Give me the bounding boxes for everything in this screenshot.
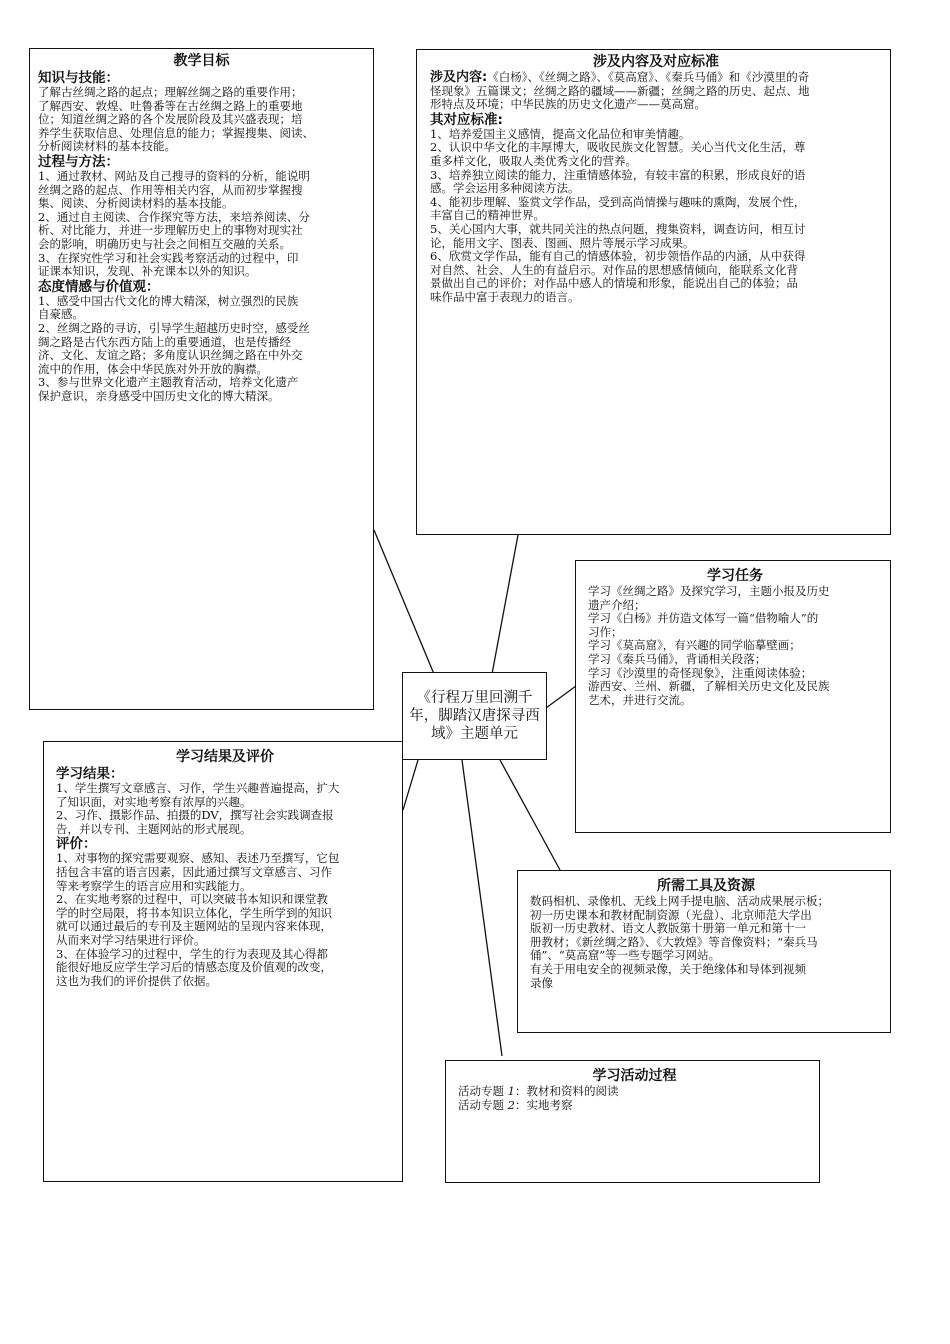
activity-item bbox=[458, 1085, 811, 1099]
attitude-line: 保护意识，亲身感受中国历史文化的博大精深。 bbox=[38, 388, 280, 403]
evaluation-line: 括包含丰富的语言因素，因此通过撰写文章感言、习作 bbox=[56, 864, 332, 879]
standards-line: 5、关心国内大事，就共同关注的热点问题，搜集资料，调查访问，相互讨 bbox=[430, 221, 806, 236]
process-line: 集、阅读、分析阅读材料的基本技能。 bbox=[38, 196, 234, 211]
tasks-title: 学习任务 bbox=[707, 568, 763, 584]
objectives-title: 教学目标 bbox=[173, 53, 230, 69]
task-line: 游西安、兰州、新疆，了解相关历史文化及民族 bbox=[588, 679, 830, 694]
standards-line: 6、欣赏文学作品，能有自己的情感体验，初步领悟作品的内涵，从中获得 bbox=[430, 249, 806, 264]
connector-to-tools bbox=[500, 760, 560, 870]
evaluation-line: 学的时空局限，将书本知识立体化，学生所学到的知识 bbox=[56, 905, 332, 920]
standards-line: 景做出自己的评价；对作品中感人的情境和形象，能说出自己的体验；品 bbox=[430, 276, 798, 291]
attitude-line: 2、丝绸之路的寻访，引导学生超越历史时空，感受丝 bbox=[38, 320, 310, 335]
results-line: 2、习作、摄影作品、拍摄的DV，撰写社会实践调查报 bbox=[56, 808, 334, 823]
evaluation-heading: 评价： bbox=[56, 836, 97, 853]
results-box bbox=[43, 741, 403, 1182]
results-line: 告，并以专刊、主题网站的形式展现。 bbox=[56, 821, 252, 836]
standards-line: 对自然、社会、人生的有益启示。对作品的思想感情倾向，能联系文化背 bbox=[430, 262, 798, 277]
evaluation-line: 2、在实地考察的过程中，可以突破书本知识和课堂教 bbox=[56, 892, 328, 907]
process-line: 析、对比能力，并进一步理解历史上的事物对现实社 bbox=[38, 223, 303, 238]
activity-number: 2 bbox=[507, 1097, 515, 1112]
task-line: 习作； bbox=[588, 624, 623, 639]
evaluation-line: 等来考察学生的语言应用和实践能力。 bbox=[56, 878, 252, 893]
center-topic-title: 《行程万里回溯千年，脚踏汉唐探寻西域》主题单元 bbox=[409, 690, 540, 742]
process-heading: 过程与方法： bbox=[38, 153, 119, 170]
process-line: 会的影响，明确历史与社会之间相互交融的关系。 bbox=[38, 236, 291, 251]
knowledge-heading: 知识与技能： bbox=[38, 70, 119, 86]
content-box bbox=[416, 49, 891, 535]
activity-text: ：教材和资料的阅读 bbox=[514, 1084, 619, 1098]
tools-title: 所需工具及资源 bbox=[657, 878, 755, 894]
standards-line: 1、培养爱国主义感情，提高文化品位和审美情趣。 bbox=[430, 126, 691, 141]
task-line: 学习《莫高窟》，有兴趣的同学临摹壁画； bbox=[588, 638, 801, 653]
involved-line: 《白杨》、《丝绸之路》、《莫高窟》、《秦兵马俑》和《沙漠里的奇 bbox=[487, 70, 810, 84]
standards-line: 味作品中富于表现力的语言。 bbox=[430, 289, 580, 304]
task-line: 学习《秦兵马俑》，背诵相关段落； bbox=[588, 651, 767, 666]
standards-line: 丰富自己的精神世界。 bbox=[430, 208, 545, 223]
tools-line: 录像 bbox=[530, 975, 553, 990]
standards-line: 4、能初步理解、鉴赏文学作品，受到高尚情操与趣味的熏陶，发展个性， bbox=[430, 194, 806, 209]
standards-line: 3、培养独立阅读的能力，注重情感体验，有较丰富的积累，形成良好的语 bbox=[430, 167, 806, 182]
connector-to-content bbox=[492, 535, 518, 674]
process-line: 3、在探究性学习和社会实践考察活动的过程中，印 bbox=[38, 250, 299, 265]
activity-item bbox=[458, 1099, 811, 1113]
knowledge-line: 了解西安、敦煌、吐鲁番等在古丝绸之路上的重要地 bbox=[38, 98, 303, 113]
tools-line: 初一历史课本和教材配制资源（光盘）、北京师范大学出 bbox=[530, 907, 812, 922]
tools-line: 俑”、“莫高窟”等一些专题学习网站。 bbox=[530, 948, 721, 963]
task-line: 艺术，并进行交流。 bbox=[588, 692, 692, 707]
connector-to-results bbox=[403, 760, 418, 810]
connector-to-activities bbox=[462, 760, 502, 1056]
attitude-line: 1、感受中国古代文化的博大精深，树立强烈的民族 bbox=[38, 293, 299, 308]
attitude-line: 流中的作用，体会中华民族对外开放的胸襟。 bbox=[38, 361, 268, 376]
activity-number: 1 bbox=[507, 1084, 515, 1098]
involved-line: 怪现象》五篇课文；丝绸之路的疆域——新疆；丝绸之路的历史、起点、地 bbox=[430, 83, 810, 98]
involved-label: 涉及内容: bbox=[430, 70, 488, 85]
tools-line: 册教材；《新丝绸之路》、《大敦煌》等音像资料；“秦兵马 bbox=[530, 934, 818, 949]
attitude-line: 自豪感。 bbox=[38, 307, 84, 322]
evaluation-line: 这也为我们的评价提供了依据。 bbox=[56, 973, 217, 988]
evaluation-line: 3、在体验学习的过程中，学生的行为表现及其心得都 bbox=[56, 946, 328, 961]
evaluation-line: 能很好地反应学生学习后的情感态度及价值观的改变， bbox=[56, 960, 332, 975]
tools-line: 版初一历史教材、语文人教版第十册第一单元和第十一 bbox=[530, 921, 806, 936]
knowledge-line: 位；知道丝绸之路的各个发展阶段及其兴盛表现；培 bbox=[38, 112, 303, 127]
tools-line: 数码相机、录像机、无线上网手提电脑、活动成果展示板； bbox=[530, 894, 829, 908]
activity-label: 活动专题 bbox=[458, 1084, 508, 1098]
knowledge-line: 了解古丝绸之路的起点；理解丝绸之路的重要作用； bbox=[38, 85, 303, 99]
task-line: 遗产介绍； bbox=[588, 597, 646, 612]
results-line: 1、学生撰写文章感言、习作，学生兴趣普遍提高，扩大 bbox=[56, 781, 340, 795]
connector-to-objectives bbox=[374, 530, 434, 674]
process-line: 证课本知识，发现、补充课本以外的知识。 bbox=[38, 264, 257, 279]
standards-label: 其对应标准: bbox=[430, 111, 503, 128]
standards-line: 2、认识中华文化的丰厚博大，吸收民族文化智慧。关心当代文化生活，尊 bbox=[430, 140, 806, 155]
knowledge-line: 养学生获取信息、处理信息的能力；掌握搜集、阅读、 bbox=[38, 125, 314, 140]
standards-line: 感。学会运用多种阅读方法。 bbox=[430, 181, 580, 196]
evaluation-line: 就可以通过最后的专刊及主题网站的呈现内容来体现， bbox=[56, 919, 332, 934]
activities-title: 学习活动过程 bbox=[592, 1068, 677, 1084]
center-topic-box bbox=[402, 672, 547, 760]
involved-line: 形特点及环境；中华民族的历史文化遗产——莫高窟。 bbox=[430, 97, 706, 112]
process-line: 2、通过自主阅读、合作探究等方法，来培养阅读、分 bbox=[38, 209, 310, 224]
results-line: 了知识面，对实地考察有浓厚的兴趣。 bbox=[56, 794, 252, 809]
evaluation-line: 从而来对学习结果进行评价。 bbox=[56, 932, 206, 947]
attitude-line: 绸之路是古代东西方陆上的重要通道，也是传播经 bbox=[38, 334, 291, 349]
results-heading: 学习结果： bbox=[56, 766, 124, 782]
content-involved bbox=[430, 71, 882, 85]
task-line: 学习《丝绸之路》及探究学习，主题小报及历史 bbox=[588, 584, 830, 598]
evaluation-line: 1、对事物的探究需要观察、感知、表述乃至撰写，它包 bbox=[56, 851, 340, 866]
process-line: 1、通过教材、网站及自己搜寻的资料的分析，能说明 bbox=[38, 168, 310, 183]
objectives-box bbox=[29, 48, 374, 710]
standards-line: 论，能用文字、图表、图画、照片等展示学习成果。 bbox=[430, 235, 695, 250]
tools-line: 有关于用电安全的视频录像，关于绝缘体和导体到视频 bbox=[530, 961, 806, 976]
tools-box bbox=[517, 870, 891, 1033]
activities-box bbox=[445, 1060, 820, 1183]
results-title: 学习结果及评价 bbox=[176, 749, 274, 765]
knowledge-line: 分析阅读材料的基本技能。 bbox=[38, 139, 176, 154]
attitude-line: 济、文化、友谊之路；多角度认识丝绸之路在中外交 bbox=[38, 348, 303, 363]
attitude-heading: 态度情感与价值观： bbox=[38, 278, 160, 295]
task-line: 学习《白杨》并仿造文体写一篇“借物喻人”的 bbox=[588, 611, 819, 626]
content-title: 涉及内容及对应标准 bbox=[593, 54, 719, 70]
activity-text: ：实地考察 bbox=[514, 1097, 573, 1112]
attitude-line: 3、参与世界文化遗产主题教育活动，培养文化遗产 bbox=[38, 375, 299, 390]
standards-line: 重多样文化，吸取人类优秀文化的营养。 bbox=[430, 153, 637, 168]
tasks-box bbox=[575, 560, 891, 833]
process-line: 丝绸之路的起点、作用等相关内容，从而初步掌握搜 bbox=[38, 182, 303, 197]
activity-label: 活动专题 bbox=[458, 1097, 508, 1112]
task-line: 学习《沙漠里的奇怪现象》，注重阅读体验； bbox=[588, 665, 813, 680]
